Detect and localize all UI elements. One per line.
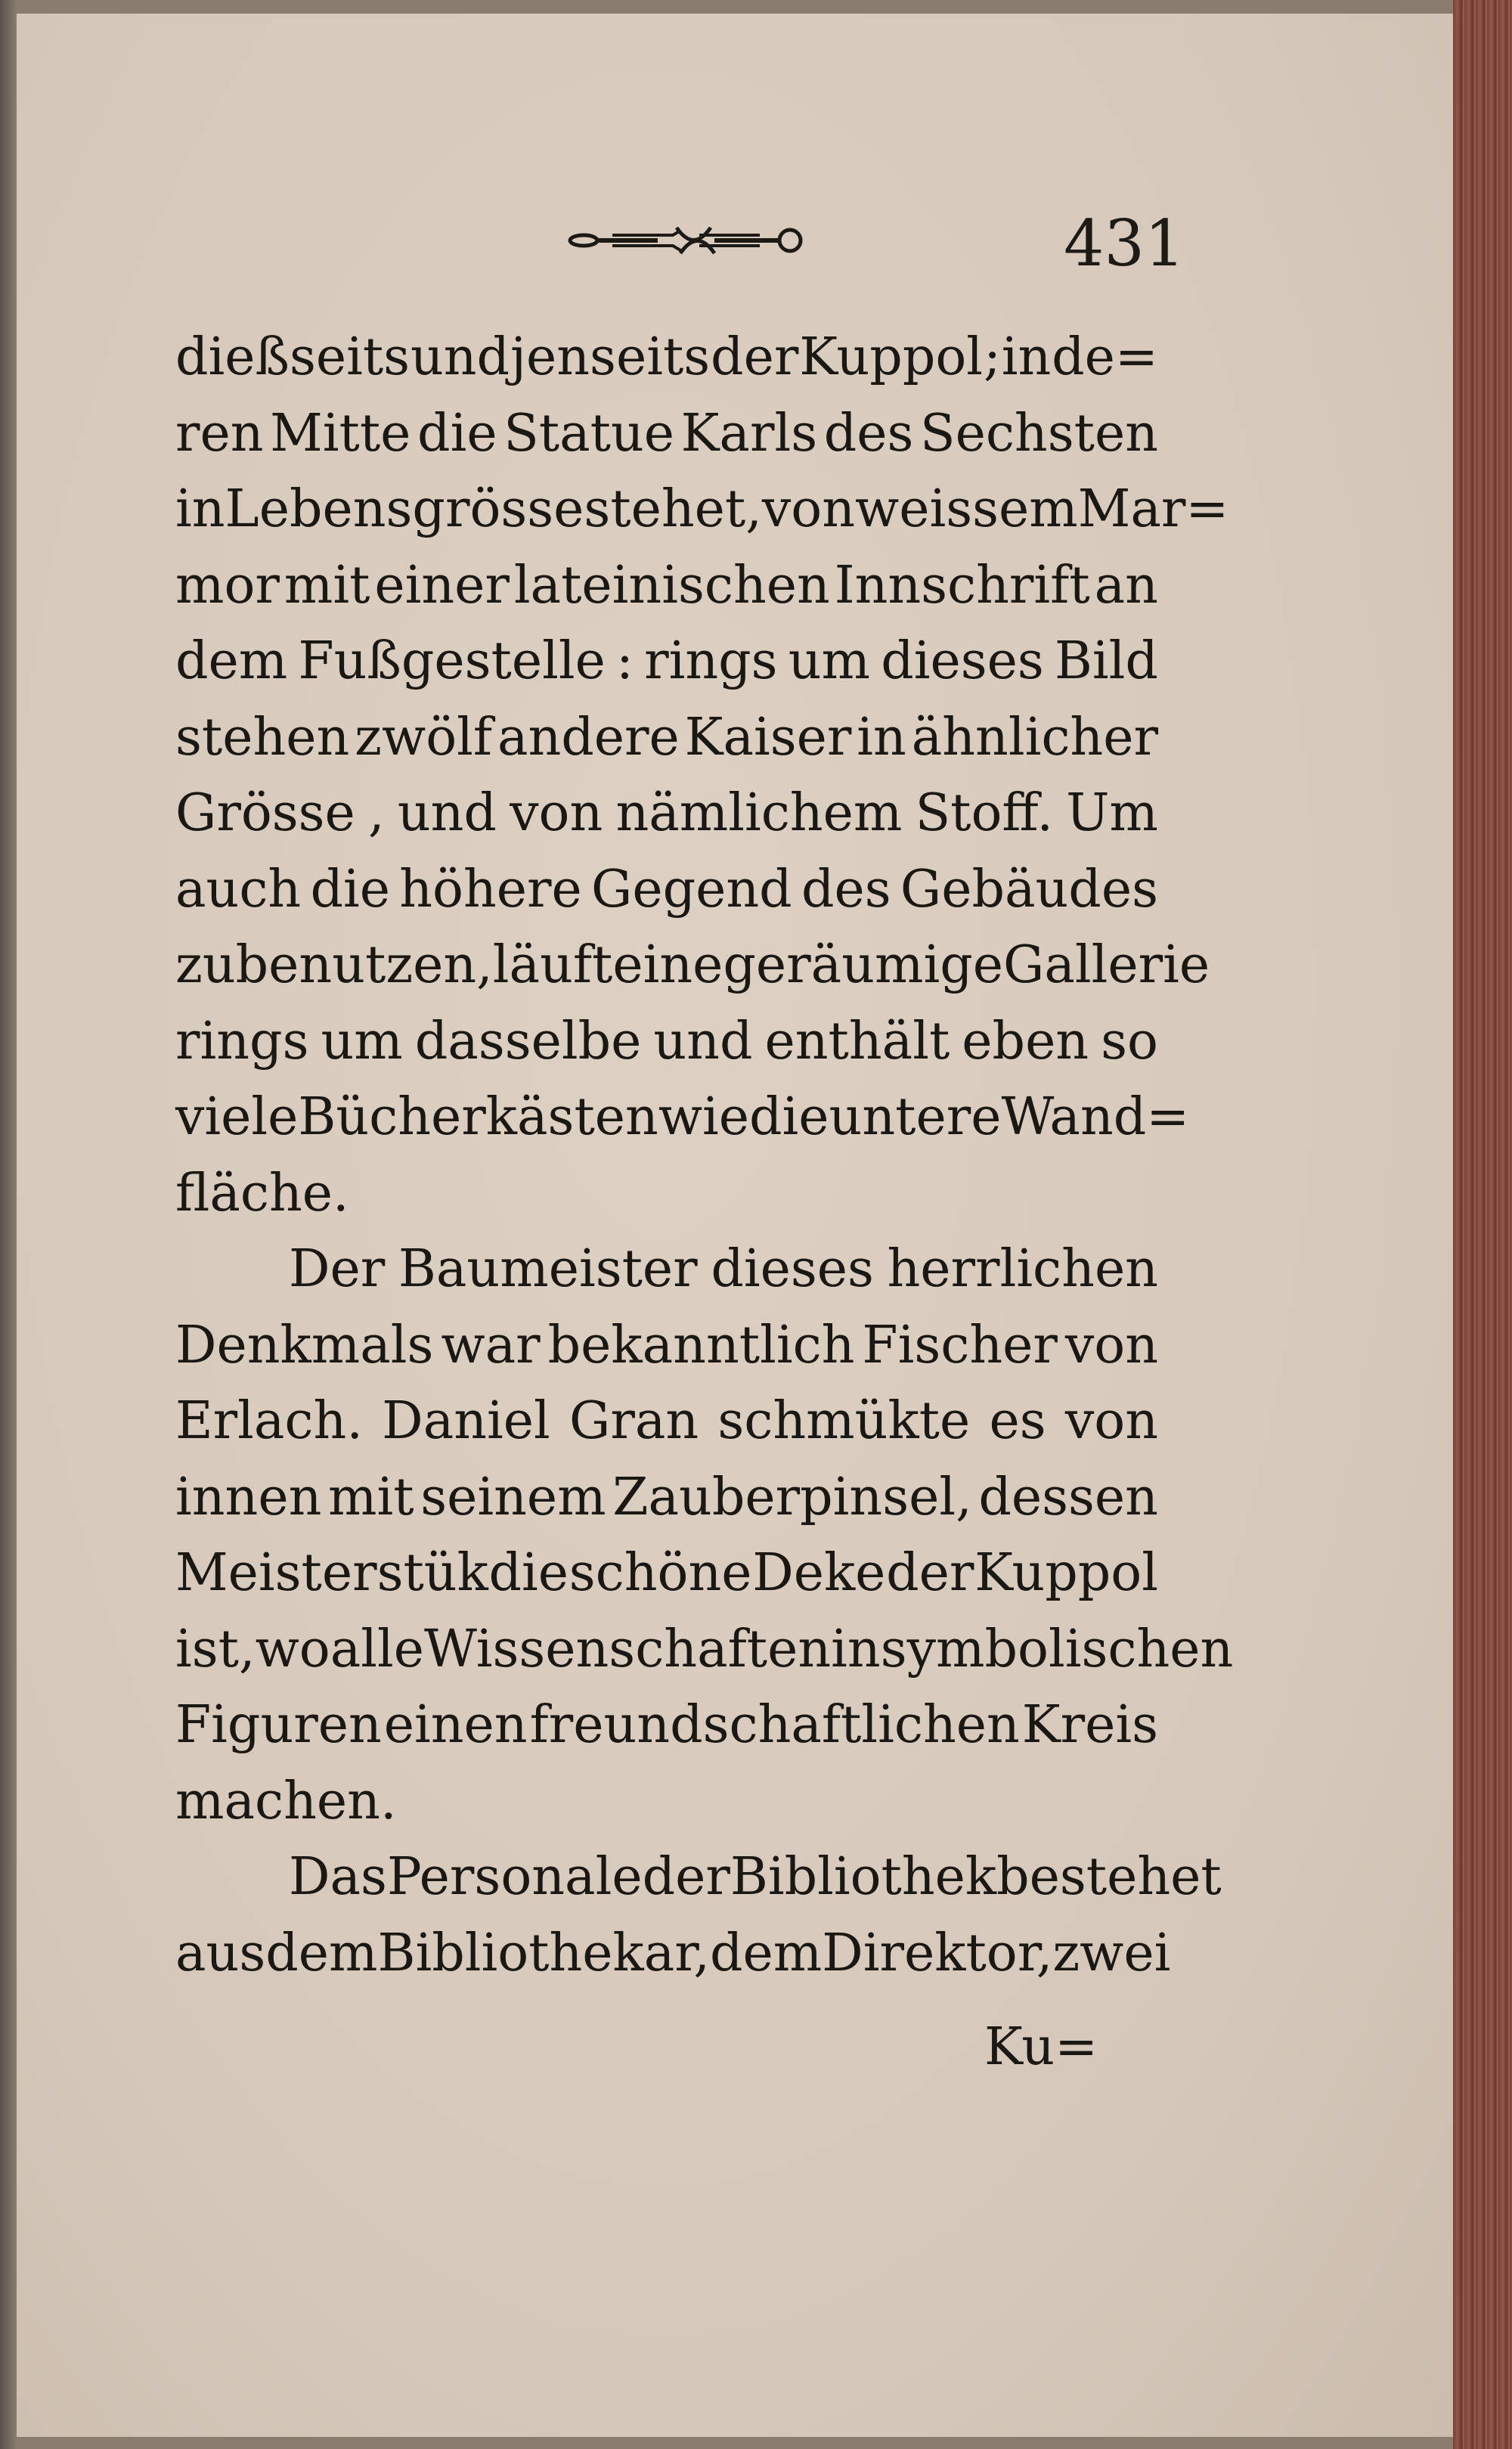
catchword: Ku= (984, 2017, 1098, 2077)
text-line: Das Personale der Bibliothek bestehet (289, 1847, 1222, 1907)
text-line: fläche. (175, 1163, 349, 1223)
text-line: viele Bücherkästen wie die untere Wand= (175, 1087, 1190, 1147)
text-line: in Lebensgrösse stehet , von weissem Mar= (175, 479, 1229, 539)
text-line: Figuren einen freundschaftlichen Kreis (175, 1695, 1158, 1755)
text-line: innen mit seinem Zauberpinsel, dessen (175, 1467, 1158, 1527)
text-line: zu benutzen, läuft eine geräumige Gallerie (175, 935, 1210, 995)
text-line: Meisterstük die schöne Deke der Kuppol (175, 1543, 1158, 1603)
page-header (17, 206, 1453, 281)
text-line: dem Fußgestelle : rings um dieses Bild (175, 631, 1158, 691)
text-line: Grösse , und von nämlichem Stoff. Um (175, 783, 1158, 843)
text-line: Erlach. Daniel Gran schmükte es von (175, 1391, 1158, 1451)
text-line: stehen zwölf andere Kaiser in ähnlicher (175, 707, 1158, 767)
text-line: mor mit einer lateinischen Innschrift an (175, 555, 1158, 615)
text-line: Denkmals war bekanntlich Fischer von (175, 1315, 1158, 1375)
page-number: 431 (1064, 206, 1185, 281)
text-line: auch die höhere Gegend des Gebäudes (175, 859, 1158, 919)
text-line: machen. (175, 1771, 397, 1831)
decorative-rule-ornament-icon (567, 222, 809, 259)
text-line: ren Mitte die Statue Karls des Sechsten (175, 403, 1158, 463)
text-line: Der Baumeister dieses herrlichen (289, 1239, 1158, 1299)
book-page (17, 14, 1453, 2437)
text-line: aus dem Bibliothekar, dem Direktor, zwei (175, 1923, 1171, 1983)
text-line: ist, wo alle Wissenschaften in symbolischen (175, 1619, 1234, 1679)
text-line: dießseits und jenseits der Kuppol ; in de= (175, 327, 1158, 387)
text-line: rings um dasselbe und enthält eben so (175, 1011, 1158, 1071)
page-gutter-shadow (0, 0, 17, 2449)
page-edges (1453, 0, 1512, 2449)
body-text (175, 320, 1234, 1992)
